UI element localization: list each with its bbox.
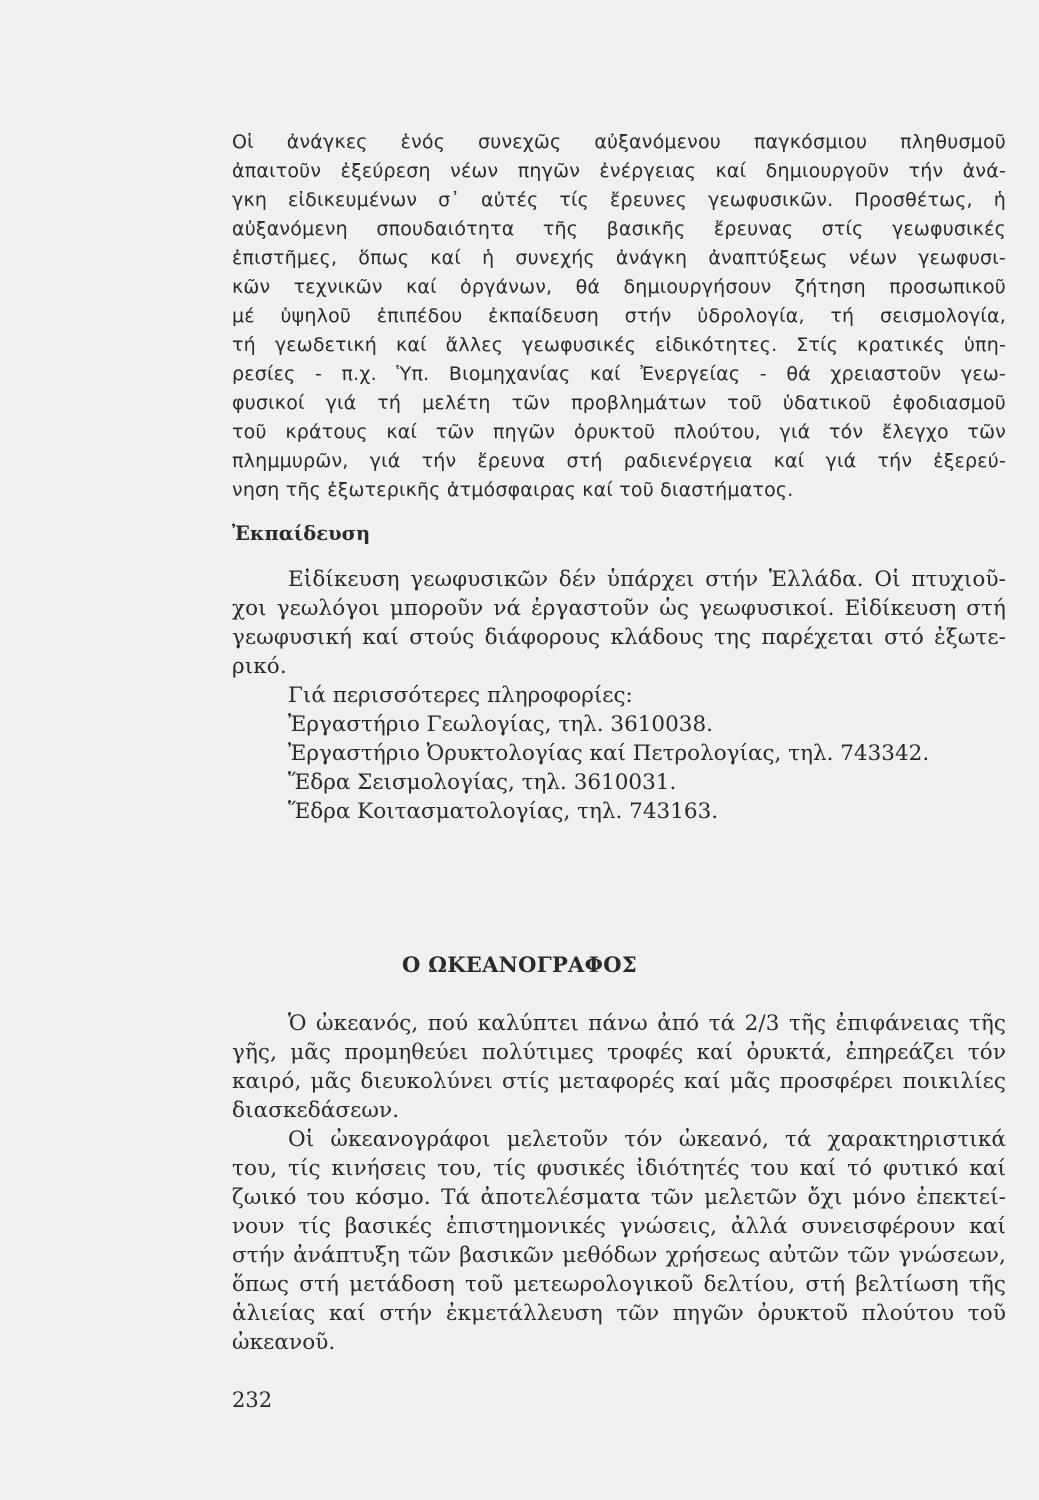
text-line: ρεσίες - π.χ. Ὑπ. Βιομηχανίας καί Ἐνεργείας - θά χρειαστοῦν γεω- [232, 363, 1006, 385]
text-line: μέ ὑψηλοῦ ἐπιπέδου ἐκπαίδευση στήν ὑδρολογία, τή σεισμολογία, [232, 305, 1006, 327]
text-line: πλημμυρῶν, γιά τήν ἔρευνα στή ραδιενέργεια καί γιά τήν ἐξερεύ- [232, 450, 1006, 472]
text-line: γεωφυσική καί στούς διάφορους κλάδους της παρέχεται στό ἐξωτε- [232, 625, 1006, 650]
contact-item: Ἕδρα Κοιτασματολογίας, τηλ. 743163. [288, 799, 719, 824]
text-line: ἐπιστῆμες, ὅπως καί ἡ συνεχής ἀνάγκη ἀναπτύξεως νέων γεωφυσι- [232, 247, 1006, 269]
text-line: καιρό, μᾶς διευκολύνει στίς μεταφορές καί μᾶς προσφέρει ποικιλίες [232, 1069, 1006, 1094]
page-number: 232 [232, 1388, 273, 1412]
text-line: ὠκεανοῦ. [232, 1330, 336, 1355]
text-line: Εἰδίκευση γεωφυσικῶν δέν ὑπάρχει στήν Ἑλλάδα. Οἱ πτυχιοῦ- [288, 567, 1006, 592]
text-line: του, τίς κινήσεις του, τίς φυσικές ἰδιότητές του καί τό φυτικό καί [232, 1156, 1006, 1181]
text-line: ἁλιείας καί στήν ἐκμετάλλευση τῶν πηγῶν ὀρυκτοῦ πλούτου τοῦ [232, 1301, 1006, 1326]
text-line: Οἱ ὠκεανογράφοι μελετοῦν τόν ὠκεανό, τά χαρακτηριστικά [288, 1127, 1006, 1152]
text-line: ζωικό του κόσμο. Τά ἀποτελέσματα τῶν μελετῶν ὄχι μόνο ἐπεκτεί- [232, 1185, 1006, 1210]
text-line: αὐξανόμενη σπουδαιότητα τῆς βασικῆς ἔρευνας στίς γεωφυσικές [232, 218, 1006, 240]
text-line: φυσικοί γιά τή μελέτη τῶν προβλημάτων τοῦ ὑδατικοῦ ἐφοδιασμοῦ [232, 392, 1006, 414]
contact-item: Ἕδρα Σεισμολογίας, τηλ. 3610031. [288, 770, 677, 795]
text-line: κῶν τεχνικῶν καί ὀργάνων, θά δημιουργήσουν ζήτηση προσωπικοῦ [232, 276, 1006, 298]
education-heading: Ἐκπαίδευση [232, 522, 371, 545]
text-line: ρικό. [232, 654, 287, 679]
text-line: στήν ἀνάπτυξη τῶν βασικῶν μεθόδων χρήσεως αὐτῶν τῶν γνώσεων, [232, 1243, 1006, 1268]
text-line: Οἱ ἀνάγκες ἑνός συνεχῶς αὐξανόμενου παγκόσμιου πληθυσμοῦ [232, 131, 1006, 153]
text-line: διασκεδάσεων. [232, 1098, 400, 1123]
section-title: Ο ΩΚΕΑΝΟΓΡΑΦΟΣ [402, 952, 637, 977]
text-line: γῆς, μᾶς προμηθεύει πολύτιμες τροφές καί ὀρυκτά, ἐπηρεάζει τόν [232, 1040, 1006, 1065]
text-line: Ὁ ὠκεανός, πού καλύπτει πάνω ἀπό τά 2/3 τῆς ἐπιφάνειας τῆς [288, 1011, 1006, 1036]
contact-item: Ἐργαστήριο Ὀρυκτολογίας καί Πετρολογίας, τηλ. 743342. [288, 741, 930, 766]
text-line: χοι γεωλόγοι μποροῦν νά ἐργαστοῦν ὡς γεωφυσικοί. Εἰδίκευση στή [232, 596, 1006, 621]
text-line: γκη εἰδικευμένων σ᾽ αὐτές τίς ἔρευνες γεωφυσικῶν. Προσθέτως, ἡ [232, 189, 1006, 211]
text-line: νηση τῆς ἐξωτερικῆς ἀτμόσφαιρας καί τοῦ διαστήματος. [232, 479, 794, 501]
text-line: ὅπως στή μετάδοση τοῦ μετεωρολογικοῦ δελτίου, στή βελτίωση τῆς [232, 1272, 1006, 1297]
text-line: νουν τίς βασικές ἐπιστημονικές γνώσεις, ἀλλά συνεισφέρουν καί [232, 1214, 1006, 1239]
text-line: τή γεωδετική καί ἄλλες γεωφυσικές εἰδικότητες. Στίς κρατικές ὑπη- [232, 334, 1006, 356]
text-line: τοῦ κράτους καί τῶν πηγῶν ὀρυκτοῦ πλούτου, γιά τόν ἔλεγχο τῶν [232, 421, 1006, 443]
text-line: ἀπαιτοῦν ἐξεύρεση νέων πηγῶν ἐνέργειας καί δημιουργοῦν τήν ἀνά- [232, 160, 1006, 182]
info-intro: Γιά περισσότερες πληροφορίες: [288, 683, 633, 708]
contact-item: Ἐργαστήριο Γεωλογίας, τηλ. 3610038. [288, 712, 713, 737]
